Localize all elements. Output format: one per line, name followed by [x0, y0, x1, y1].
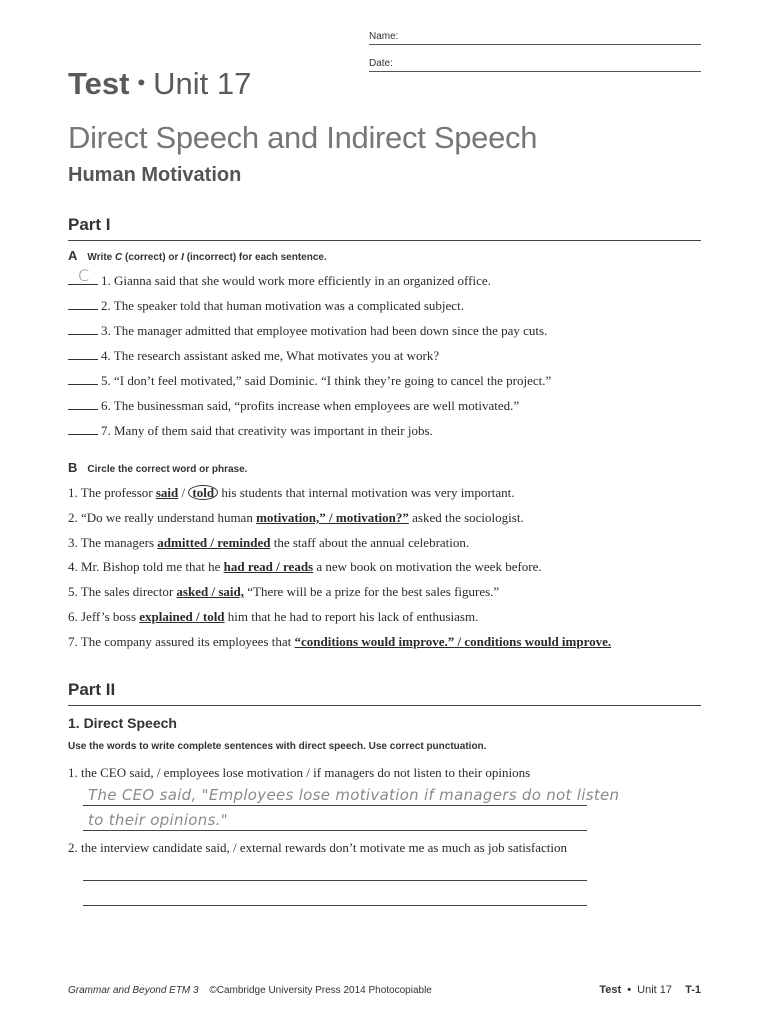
page-title [68, 66, 251, 102]
choice-option[interactable]: reminded [217, 535, 271, 550]
page-topic: Human Motivation [68, 164, 242, 186]
name-field[interactable] [369, 28, 701, 45]
footer-book: Grammar and Beyond ETM 3 [68, 985, 199, 996]
list-item: 2. the interview candidate said, / external rewards don’t motivate me as much as job satisfaction [68, 840, 568, 855]
choice-option[interactable]: explained [139, 609, 193, 624]
answer-blank[interactable] [68, 347, 98, 360]
list-item: 1. The professor said / told his students that internal motivation was very important. [68, 485, 515, 500]
answer-blank[interactable] [68, 266, 98, 285]
list-item: C 1. Gianna said that she would work more efficiently in an organized office. [68, 272, 491, 289]
page-subtitle: Direct Speech and Indirect Speech [68, 120, 538, 155]
title-dot: • [137, 70, 146, 95]
footer-dot: • [627, 984, 632, 996]
part2-instruction: Use the words to write complete sentences with direct speech. Use correct punctuation. [68, 741, 487, 752]
choice-option[interactable]: admitted [157, 535, 208, 550]
choice-option[interactable]: said [155, 485, 179, 500]
section-b-instruction: Circle the correct word or phrase. [87, 464, 248, 475]
choice-option[interactable]: said, [218, 584, 244, 599]
date-label: Date: [369, 58, 393, 69]
title-test-word: Test [68, 66, 130, 101]
choice-option-circled[interactable]: told [188, 485, 218, 500]
part2-heading: Part II [68, 680, 701, 706]
footer-copyright: ©Cambridge University Press 2014 Photocopiable [209, 985, 432, 996]
answer-line[interactable] [83, 904, 587, 906]
list-item: 5. The sales director asked / said, “There will be a prize for the best sales figures.” [68, 584, 500, 599]
handwritten-answer-line-2: to their opinions." [88, 811, 228, 829]
footer-credit [68, 985, 432, 996]
answer-blank[interactable] [68, 372, 98, 385]
name-label: Name: [369, 31, 399, 42]
choice-option[interactable]: asked [176, 584, 209, 599]
handwritten-answer-line-1: The CEO said, "Employees lose motivation if managers do not listen [88, 786, 620, 804]
section-a-header [68, 247, 327, 265]
section-a-instruction: Write C (correct) or I (incorrect) for each sentence. [87, 252, 327, 263]
list-item: 2. The speaker told that human motivation was a complicated subject. [68, 297, 464, 314]
handwritten-answer: C [78, 266, 90, 285]
list-item: 3. The managers admitted / reminded the staff about the annual celebration. [68, 535, 470, 550]
list-item: 5. “I don’t feel motivated,” said Dominic. “I think they’re going to cancel the project.” [68, 372, 551, 389]
choice-option[interactable]: had read [223, 559, 273, 574]
choice-option[interactable]: conditions would improve. [464, 634, 612, 649]
answer-blank[interactable] [68, 297, 98, 310]
section-b-letter: B [68, 460, 78, 475]
list-item: 6. The businessman said, “profits increase when employees are well motivated.” [68, 397, 519, 414]
footer-unit: Unit 17 [637, 984, 673, 996]
section-b-header [68, 459, 247, 477]
list-item: 7. Many of them said that creativity was important in their jobs. [68, 422, 433, 439]
answer-blank[interactable] [68, 397, 98, 410]
list-item: 4. The research assistant asked me, What motivates you at work? [68, 347, 439, 364]
answer-line[interactable] [83, 879, 587, 881]
list-item: 4. Mr. Bishop told me that he had read / reads a new book on motivation the week before. [68, 559, 542, 574]
date-field[interactable] [369, 55, 701, 72]
list-item: 1. the CEO said, / employees lose motivation / if managers do not listen to their opinions [68, 765, 531, 780]
section-1-title: 1. Direct Speech [68, 715, 177, 731]
section-a-letter: A [68, 248, 78, 263]
answer-line[interactable] [83, 804, 587, 806]
footer-test: Test [599, 984, 622, 996]
choice-option[interactable]: told [202, 609, 225, 624]
title-unit: Unit 17 [153, 66, 252, 101]
page-number: T-1 [685, 984, 701, 996]
choice-option[interactable]: motivation?” [335, 510, 409, 525]
list-item: 6. Jeff’s boss explained / told him that he had to report his lack of enthusiasm. [68, 609, 479, 624]
list-item: 2. “Do we really understand human motivation,” / motivation?” asked the sociologist. [68, 510, 524, 525]
choice-option[interactable]: reads [283, 559, 314, 574]
footer-page-info [599, 984, 701, 996]
part1-heading: Part I [68, 215, 701, 241]
answer-line[interactable] [83, 829, 587, 831]
answer-blank[interactable] [68, 322, 98, 335]
choice-option[interactable]: motivation,” [256, 510, 326, 525]
choice-option[interactable]: “conditions would improve.” [294, 634, 455, 649]
answer-blank[interactable] [68, 422, 98, 435]
list-item: 3. The manager admitted that employee motivation had been down since the pay cuts. [68, 322, 547, 339]
list-item: 7. The company assured its employees that “conditions would improve.” / conditions would improve. [68, 634, 612, 649]
